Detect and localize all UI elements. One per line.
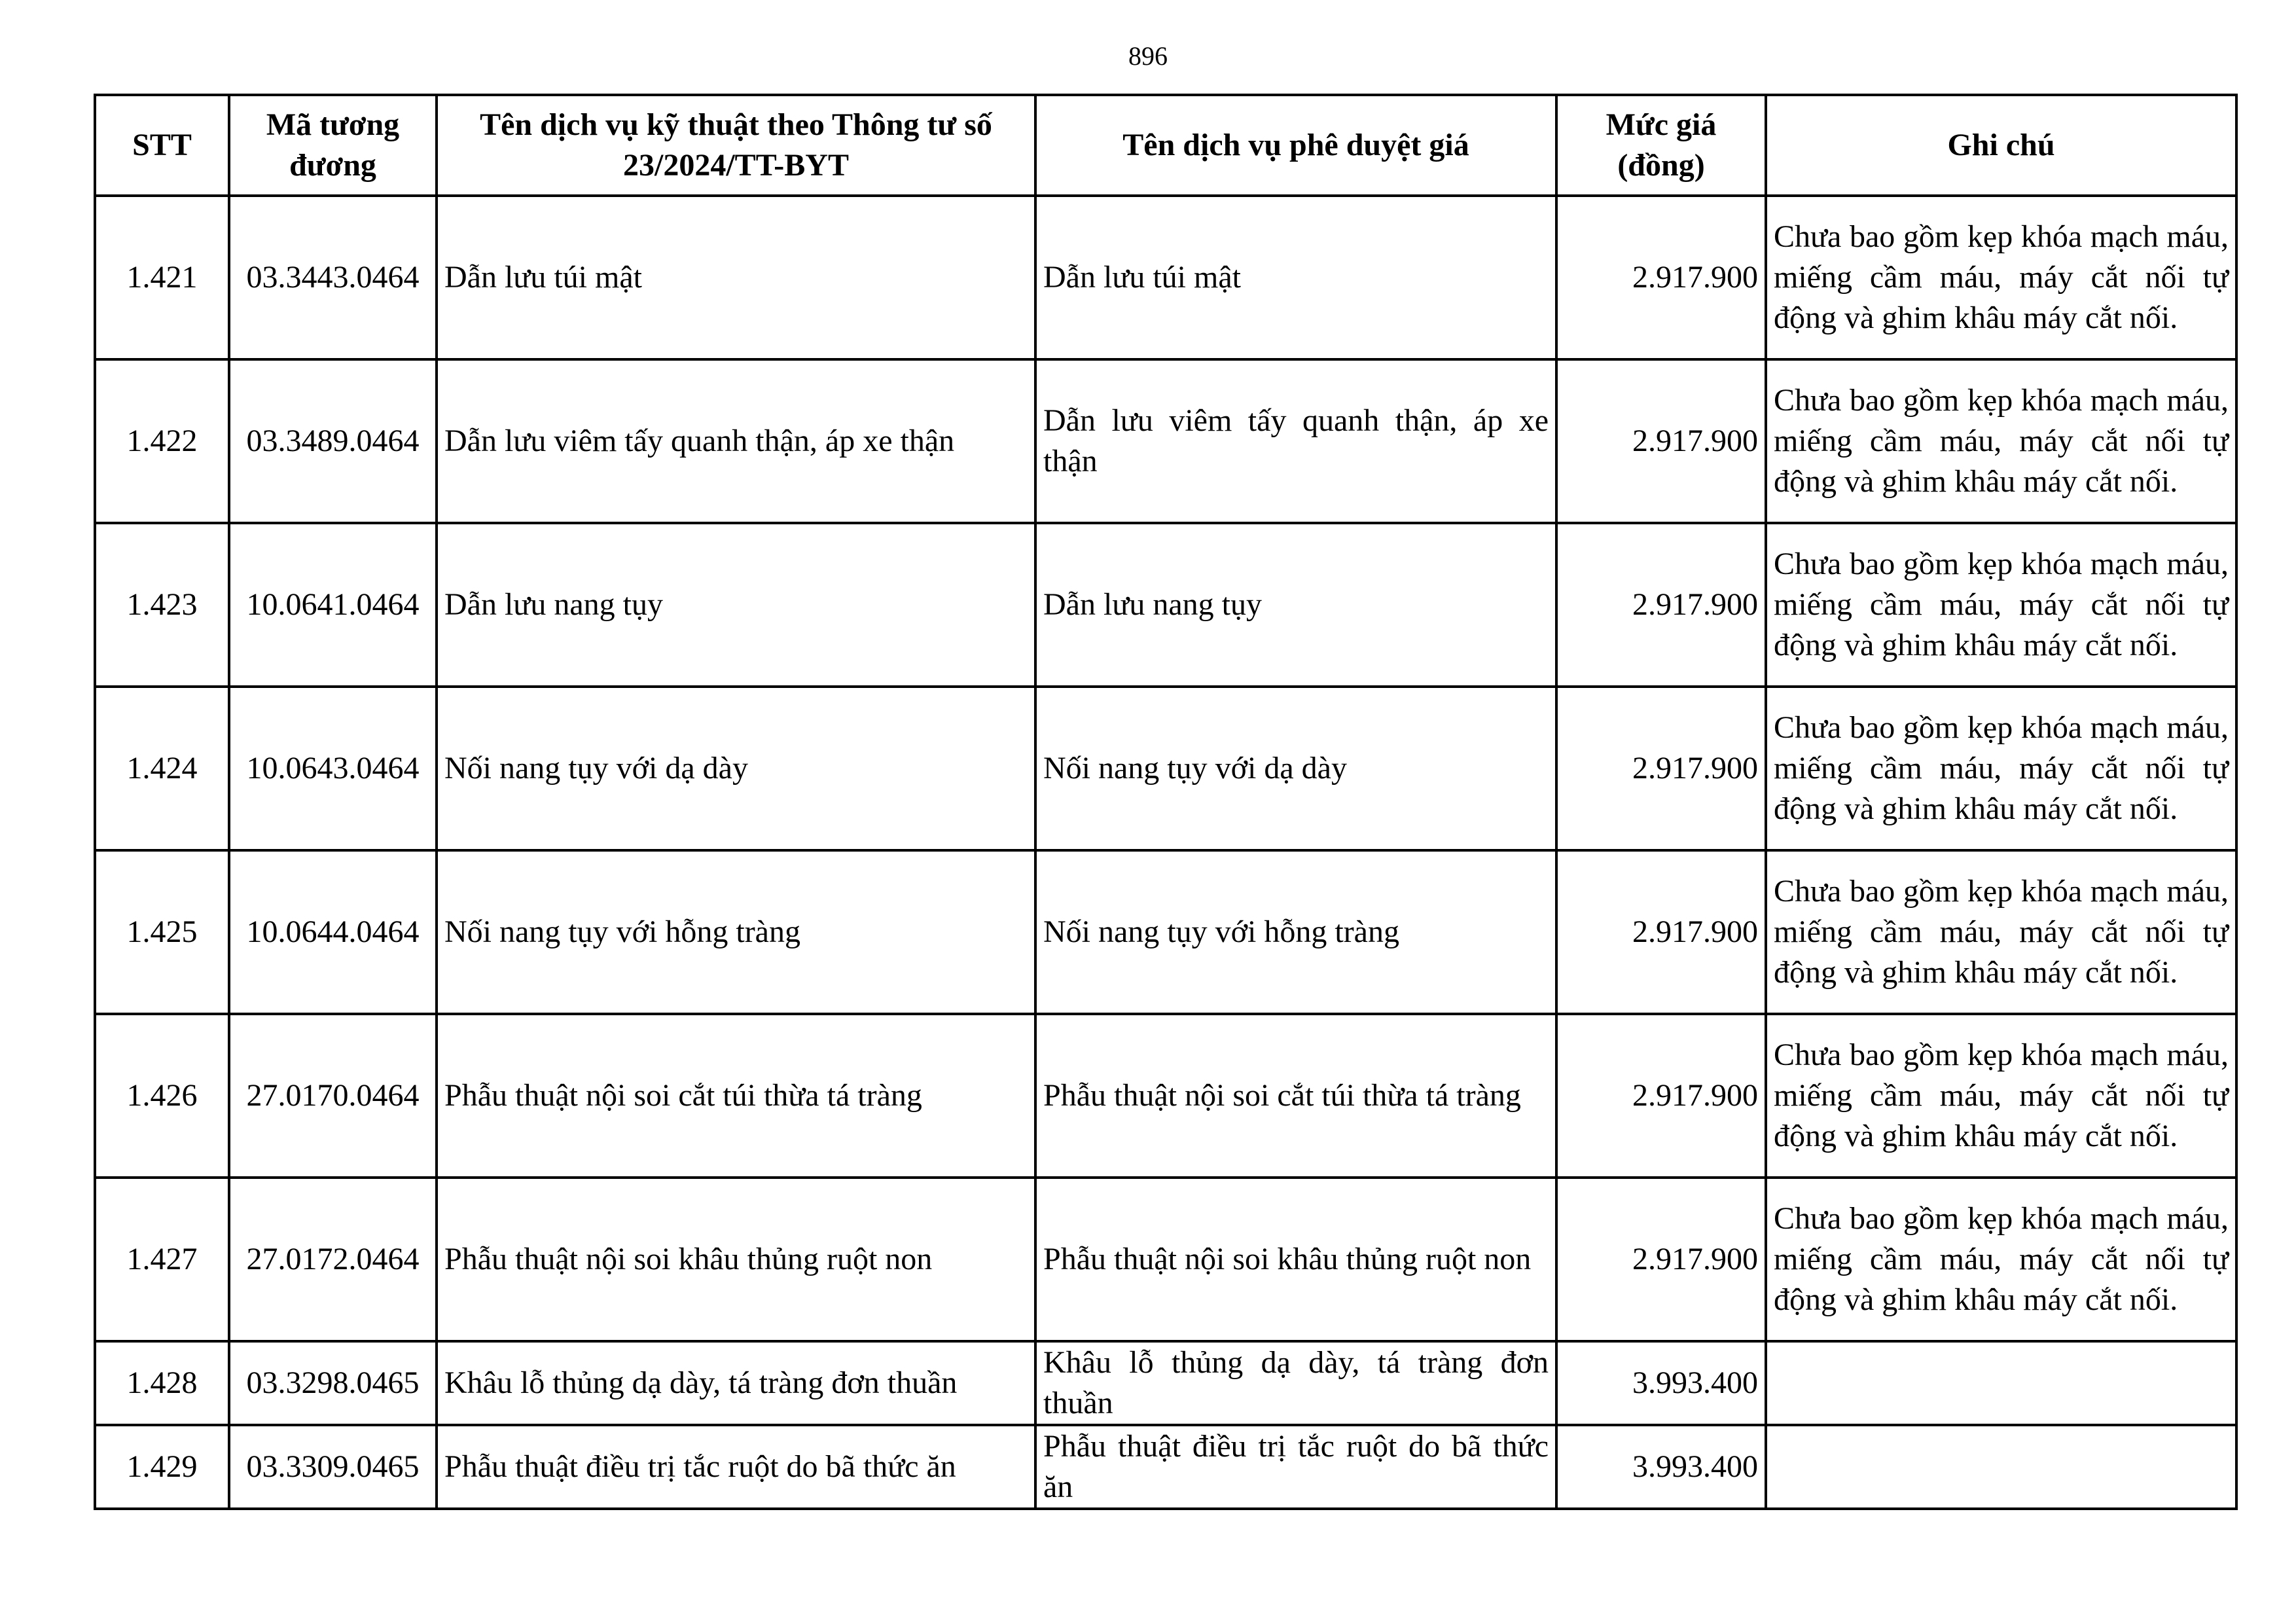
- cell-service-name: Dẫn lưu nang tụy: [437, 523, 1035, 687]
- cell-stt: 1.424: [95, 687, 229, 850]
- cell-note: Chưa bao gồm kẹp khóa mạch máu, miếng cầm máu, máy cắt nối tự động và ghim khâu máy cắt nối.: [1766, 1178, 2236, 1341]
- table-row: [95, 359, 2236, 523]
- cell-approved-name: Nối nang tụy với hỗng tràng: [1035, 850, 1556, 1014]
- cell-service-name: Nối nang tụy với dạ dày: [437, 687, 1035, 850]
- price-table: [94, 94, 2238, 1510]
- cell-price: 2.917.900: [1556, 196, 1766, 359]
- table-row: [95, 1341, 2236, 1425]
- cell-price: 2.917.900: [1556, 850, 1766, 1014]
- header-stt: STT: [95, 95, 229, 196]
- cell-stt: 1.423: [95, 523, 229, 687]
- table-row: [95, 523, 2236, 687]
- cell-service-name: Dẫn lưu túi mật: [437, 196, 1035, 359]
- cell-note: [1766, 1425, 2236, 1509]
- table-row: [95, 196, 2236, 359]
- cell-code: 03.3443.0464: [229, 196, 437, 359]
- cell-approved-name: Khâu lỗ thủng dạ dày, tá tràng đơn thuần: [1035, 1341, 1556, 1425]
- cell-price: 2.917.900: [1556, 523, 1766, 687]
- cell-service-name: Phẫu thuật điều trị tắc ruột do bã thức ăn: [437, 1425, 1035, 1509]
- cell-price: 2.917.900: [1556, 1178, 1766, 1341]
- page-number: 896: [1128, 41, 1168, 71]
- header-code: Mã tương đương: [229, 95, 437, 196]
- cell-approved-name: Phẫu thuật điều trị tắc ruột do bã thức ăn: [1035, 1425, 1556, 1509]
- cell-code: 27.0170.0464: [229, 1014, 437, 1178]
- table-row: [95, 1178, 2236, 1341]
- cell-approved-name: Phẫu thuật nội soi cắt túi thừa tá tràng: [1035, 1014, 1556, 1178]
- cell-approved-name: Nối nang tụy với dạ dày: [1035, 687, 1556, 850]
- cell-stt: 1.428: [95, 1341, 229, 1425]
- cell-note: Chưa bao gồm kẹp khóa mạch máu, miếng cầm máu, máy cắt nối tự động và ghim khâu máy cắt nối.: [1766, 196, 2236, 359]
- header-service-name: Tên dịch vụ kỹ thuật theo Thông tư số 23/2024/TT-BYT: [437, 95, 1035, 196]
- table-row: [95, 1014, 2236, 1178]
- header-approved-name: Tên dịch vụ phê duyệt giá: [1035, 95, 1556, 196]
- cell-stt: 1.421: [95, 196, 229, 359]
- cell-note: Chưa bao gồm kẹp khóa mạch máu, miếng cầm máu, máy cắt nối tự động và ghim khâu máy cắt nối.: [1766, 1014, 2236, 1178]
- table-row: [95, 1425, 2236, 1509]
- cell-approved-name: Dẫn lưu viêm tấy quanh thận, áp xe thận: [1035, 359, 1556, 523]
- table-row: [95, 687, 2236, 850]
- cell-note: Chưa bao gồm kẹp khóa mạch máu, miếng cầm máu, máy cắt nối tự động và ghim khâu máy cắt nối.: [1766, 687, 2236, 850]
- cell-approved-name: Dẫn lưu túi mật: [1035, 196, 1556, 359]
- cell-note: Chưa bao gồm kẹp khóa mạch máu, miếng cầm máu, máy cắt nối tự động và ghim khâu máy cắt nối.: [1766, 850, 2236, 1014]
- cell-price: 2.917.900: [1556, 1014, 1766, 1178]
- cell-price: 3.993.400: [1556, 1425, 1766, 1509]
- cell-stt: 1.425: [95, 850, 229, 1014]
- cell-approved-name: Phẫu thuật nội soi khâu thủng ruột non: [1035, 1178, 1556, 1341]
- table-row: [95, 850, 2236, 1014]
- cell-code: 03.3489.0464: [229, 359, 437, 523]
- cell-stt: 1.422: [95, 359, 229, 523]
- cell-code: 10.0643.0464: [229, 687, 437, 850]
- cell-stt: 1.429: [95, 1425, 229, 1509]
- cell-price: 2.917.900: [1556, 687, 1766, 850]
- cell-price: 3.993.400: [1556, 1341, 1766, 1425]
- cell-code: 27.0172.0464: [229, 1178, 437, 1341]
- header-price: Mức giá (đồng): [1556, 95, 1766, 196]
- cell-service-name: Phẫu thuật nội soi cắt túi thừa tá tràng: [437, 1014, 1035, 1178]
- cell-code: 10.0644.0464: [229, 850, 437, 1014]
- cell-stt: 1.427: [95, 1178, 229, 1341]
- cell-service-name: Phẫu thuật nội soi khâu thủng ruột non: [437, 1178, 1035, 1341]
- cell-service-name: Nối nang tụy với hỗng tràng: [437, 850, 1035, 1014]
- cell-price: 2.917.900: [1556, 359, 1766, 523]
- cell-service-name: Khâu lỗ thủng dạ dày, tá tràng đơn thuần: [437, 1341, 1035, 1425]
- table-header-row: [95, 95, 2236, 196]
- cell-note: Chưa bao gồm kẹp khóa mạch máu, miếng cầm máu, máy cắt nối tự động và ghim khâu máy cắt nối.: [1766, 359, 2236, 523]
- cell-approved-name: Dẫn lưu nang tụy: [1035, 523, 1556, 687]
- cell-service-name: Dẫn lưu viêm tấy quanh thận, áp xe thận: [437, 359, 1035, 523]
- cell-stt: 1.426: [95, 1014, 229, 1178]
- cell-note: [1766, 1341, 2236, 1425]
- cell-note: Chưa bao gồm kẹp khóa mạch máu, miếng cầm máu, máy cắt nối tự động và ghim khâu máy cắt nối.: [1766, 523, 2236, 687]
- cell-code: 03.3298.0465: [229, 1341, 437, 1425]
- cell-code: 10.0641.0464: [229, 523, 437, 687]
- header-note: Ghi chú: [1766, 95, 2236, 196]
- cell-code: 03.3309.0465: [229, 1425, 437, 1509]
